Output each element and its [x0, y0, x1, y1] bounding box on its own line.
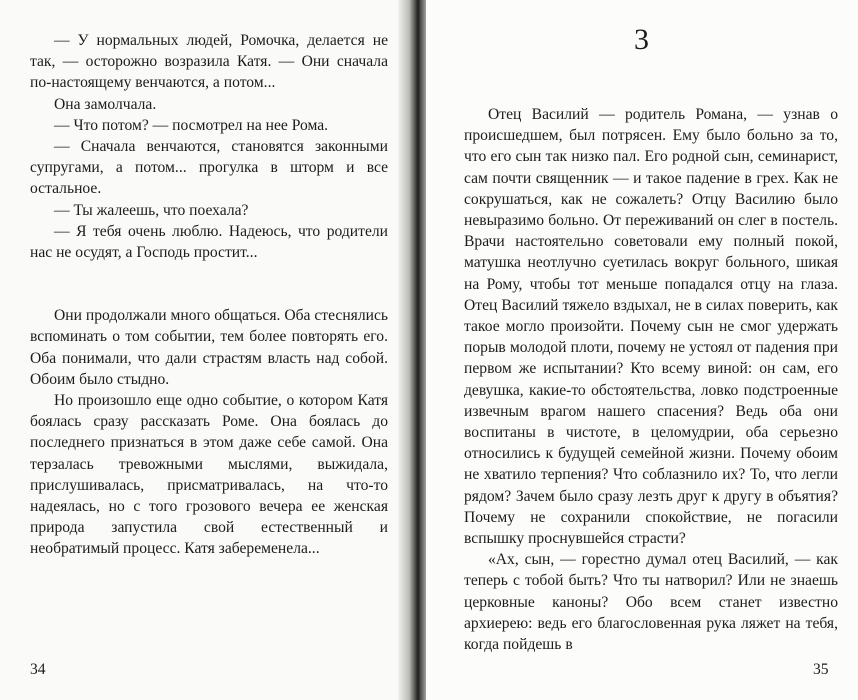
- paragraph: «Ах, сын, — горестно думал отец Василий, — как теперь с тобой быть? Что ты натворил? Или не знаешь церковные каноны? Обо всем станет известно архиерею: ведь его благословенная рука ляжет на тебя, когда пойдешь в: [464, 551, 838, 654]
- paragraph: — Сначала венчаются, становятся законными супругами, а потом... прогулка в шторм и все остальное.: [30, 138, 388, 198]
- paragraph: — Ты жалеешь, что поехала?: [54, 201, 249, 219]
- chapter-number: 3: [634, 23, 650, 56]
- paragraph: Они продолжали много общаться. Оба стеснялись вспоминать о том событии, тем более повторять его. Оба понимали, что дали страстям власть над собой. Обоим было стыдно.: [30, 307, 388, 388]
- paragraph: — У нормальных людей, Ромочка, делается не так, — осторожно возразила Катя. — Они сначала по-настоящему венчаются, а потом...: [30, 32, 388, 92]
- paragraph: — Что потом? — посмотрел на нее Рома.: [54, 116, 329, 134]
- page-number-left: 34: [30, 661, 46, 678]
- right-page: [426, 0, 858, 700]
- page-number-right: 35: [813, 661, 829, 678]
- paragraph: — Я тебя очень люблю. Надеюсь, что родители нас не осудят, а Господь простит...: [30, 222, 388, 262]
- paragraph: Она замолчала.: [54, 95, 157, 113]
- right-page-text: [464, 104, 838, 655]
- left-page-text: [30, 30, 388, 560]
- paragraph: Но произошло еще одно событие, о котором Катя боялась сразу рассказать Роме. Она боялась до последнего признаться в этом даже себе самой. Она терзалась тревожными мыслями, выжидала, прислушивалась, присматривалась, на что-то надеялась, но с того грозового вечера ее женская природа запустила свой естественный и необратимый процесс. Катя забеременела...: [30, 392, 388, 558]
- left-page: [0, 0, 412, 700]
- paragraph: Отец Василий — родитель Романа, — узнав о происшедшем, был потрясен. Ему было больно за то, что его сын так низко пал. Его родной сын, семинарист, сам почти священник — и такое падение в грех. Как не сокрушаться, как не сожалеть? Отцу Василию было невыразимо больно. От переживаний он слег в постель. Врачи настоятельно советовали ему полный покой, матушка неотлучно суетилась вокруг больного, шикая на Рому, чтобы тот меньше попадался отцу на глаза. Отец Василий тяжело вздыхал, не в силах поверить, как такое могло произойти. Почему сын не смог удержать порыв молодой плоти, почему не устоял от падения при первом же испытании? Кто всему виной: он сам, его девушка, какие-то обстоятельства, ловко подстроенные извечным врагом нашего спасения? Ведь оба они воспитаны в чистоте, в целомудрии, оба серьезно относились к будущей семейной жизни. Почему обоим не хватило терпения? Что соблазнило их? То, что легли рядом? Зачем было сразу лезть друг к другу в объятия? Почему не сохранили спокойствие, не погасили вспышку проснувшейся страсти?: [464, 106, 838, 548]
